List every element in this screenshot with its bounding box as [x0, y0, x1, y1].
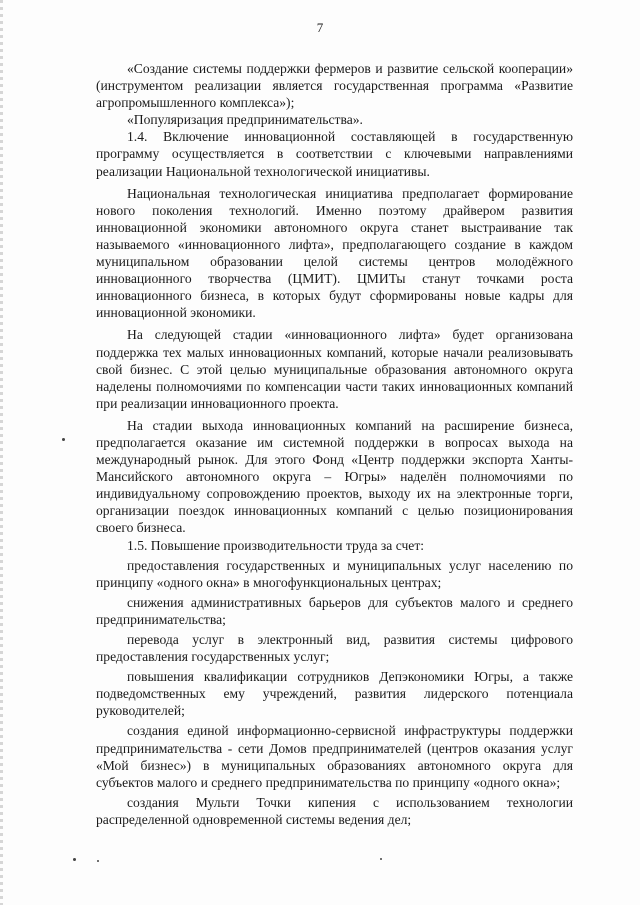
scan-binding-edge [0, 0, 3, 905]
document-body [96, 60, 573, 828]
list-item-one-window: предоставления государственных и муниципальных услуг населению по принципу «одного окна» в многофункциональных центрах; [96, 557, 573, 590]
list-item-multi-point: создания Мульти Точки кипения с использованием технологии распределенной одновременной системы ведения дел; [96, 794, 573, 827]
list-item-qualification: повышения квалификации сотрудников Депэкономики Югры, а также подведомственных ему учреждений, развития лидерского потенциала руководителей; [96, 669, 573, 719]
paragraph-cooperation: «Создание системы поддержки фермеров и развитие сельской кооперации» (инструментом реализации является государственная программа «Развитие агропромышленного комплекса»); [96, 61, 573, 111]
scan-speck [62, 438, 65, 441]
scan-speck [380, 858, 382, 860]
paragraph-popularization: «Популяризация предпринимательства». [127, 112, 363, 128]
list-item-electronic-services: перевода услуг в электронный вид, развития системы цифрового предоставления государственных услуг; [96, 632, 573, 665]
list-item-admin-barriers: снижения административных барьеров для субъектов малого и среднего предпринимательства; [96, 594, 573, 627]
page-number: 7 [316, 20, 324, 35]
scan-speck [97, 860, 99, 862]
paragraph-1-5: 1.5. Повышение производительности труда за счет: [127, 537, 425, 553]
paragraph-1-4: 1.4. Включение инновационной составляющей в государственную программу осуществляется в соответствии с ключевыми направлениями реализации Национальной технологической инициативы. [96, 129, 573, 179]
scan-speck [73, 858, 76, 861]
paragraph-business-expansion: На стадии выхода инновационных компаний на расширение бизнеса, предполагается оказание им системной поддержки в вопросах выхода на международный рынок. Для этого Фонд «Центр поддержки экспорта Ханты-Мансийского автономного округа – Югры» наделён полномочиями по индивидуальному сопровождению проектов, выходу их на электронные торги, организации поездок инновационных компаний с целью позиционирования своего бизнеса. [96, 417, 573, 536]
paragraph-innovation-lift-stage: На следующей стадии «инновационного лифта» будет организована поддержка тех малых инновационных компаний, которые начали реализовывать свой бизнес. С этой целью муниципальные образования автономного округа наделены полномочиями по компенсации части таких инновационных компаний при реализации инновационного проекта. [96, 327, 573, 411]
list-item-business-houses: создания единой информационно-сервисной инфраструктуры поддержки предпринимательства - сети Домов предпринимателей (центров оказания услуг «Мой бизнес») в муниципальных образованиях автономного округа для субъектов малого и среднего предпринимательства по принципу «одного окна»; [96, 723, 573, 790]
paragraph-nti: Национальная технологическая инициатива предполагает формирование нового поколения технологий. Именно поэтому драйвером развития инновационной экономики автономного округа станет выстраивание так называемого «инновационного лифта», предполагающего создание в каждом муниципальном образовании целой системы центров молодёжного инновационного творчества (ЦМИТ). ЦМИТы станут точками роста инновационного бизнеса, в которых будут сформированы новые кадры для инновационной экономики. [96, 185, 573, 321]
